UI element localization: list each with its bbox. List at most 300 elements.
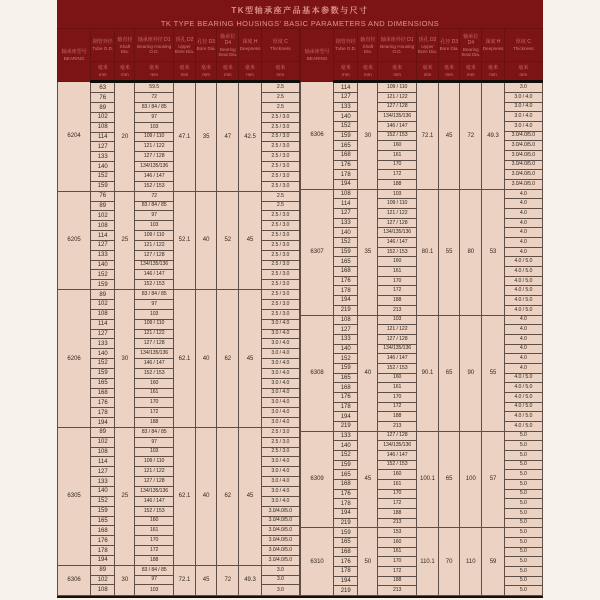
d4-seat-cell: 100	[460, 431, 482, 528]
tube-od-cell: 140	[334, 441, 358, 451]
tube-od-cell: 159	[91, 280, 115, 290]
c-thickness-cell: 2.5 / 3.0	[261, 142, 299, 152]
c-thickness-cell: 4.0 / 5.0	[504, 412, 542, 422]
tube-od-cell: 140	[334, 228, 358, 238]
tube-od-cell: 108	[91, 309, 115, 319]
housing-od-cell: 172	[135, 546, 173, 556]
c-thickness-cell: 5.0	[504, 537, 542, 547]
housing-od-cell: 127 / 128	[135, 339, 173, 349]
col-header-d2-upper-bore	[416, 29, 438, 62]
unit-zh: 毫米	[201, 65, 212, 71]
housing-od-cell: 109 / 110	[378, 82, 416, 93]
housing-od-cell: 213	[378, 518, 416, 528]
tube-od-cell: 178	[334, 499, 358, 509]
housing-od-cell: 83 / 84 / 85	[135, 201, 173, 211]
tube-od-cell: 168	[334, 383, 358, 393]
unit-header	[261, 62, 299, 82]
housing-od-cell: 160	[378, 141, 416, 151]
housing-od-cell: 127 / 128	[378, 102, 416, 112]
tube-od-cell: 133	[91, 152, 115, 162]
unit-en: mm	[180, 72, 189, 77]
housing-od-cell: 188	[135, 418, 173, 428]
housing-od-cell: 121 / 122	[135, 142, 173, 152]
d2-upper-bore-cell: 80.1	[416, 189, 438, 315]
unit-header	[460, 62, 482, 82]
unit-header	[135, 62, 173, 82]
unit-header	[239, 62, 261, 82]
c-thickness-cell: 5.0	[504, 450, 542, 460]
c-thickness-cell: 5.0	[504, 441, 542, 451]
unit-en: mm	[121, 72, 129, 77]
col-header-zh: 深度 H	[485, 39, 501, 45]
col-header-en: Tube O.D.	[92, 46, 114, 51]
housing-od-cell: 146 / 147	[135, 172, 173, 182]
c-thickness-cell: 3.0 / 4.0	[504, 93, 542, 103]
tube-od-cell: 219	[334, 305, 358, 315]
c-thickness-cell: 4.0 / 5.0	[504, 373, 542, 383]
shaft-dia-cell: 50	[358, 528, 378, 596]
housing-od-cell: 188	[378, 412, 416, 422]
housing-od-cell: 109 / 110	[378, 199, 416, 209]
d4-seat-cell: 80	[460, 189, 482, 315]
housing-od-cell: 103	[135, 309, 173, 319]
c-thickness-cell: 4.0 / 5.0	[504, 392, 542, 402]
tube-od-cell: 127	[91, 467, 115, 477]
col-header-h-depth	[239, 29, 261, 62]
c-thickness-cell: 3.0 / 4.0	[261, 368, 299, 378]
c-thickness-cell: 2.5 / 3.0	[261, 221, 299, 231]
c-thickness-cell: 3.0/4.0/5.0	[261, 516, 299, 526]
tube-od-cell: 127	[334, 209, 358, 219]
col-header-en: Upper Bore Dia.	[417, 43, 438, 54]
unit-zh: 毫米	[275, 65, 286, 71]
col-header-en: Thickness	[269, 46, 291, 51]
unit-header	[378, 62, 416, 82]
unit-zh: 毫米	[362, 65, 373, 71]
housing-od-cell: 127 / 128	[378, 334, 416, 344]
c-thickness-cell: 5.0	[504, 576, 542, 586]
h-depth-cell: 42.5	[239, 82, 261, 192]
c-thickness-cell: 2.5	[261, 103, 299, 113]
housing-od-cell: 161	[378, 151, 416, 161]
unit-en: mm	[445, 72, 453, 77]
c-thickness-cell: 4.0	[504, 199, 542, 209]
tube-od-cell: 178	[91, 546, 115, 556]
housing-od-cell: 170	[378, 489, 416, 499]
d4-seat-cell: 90	[460, 315, 482, 431]
h-depth-cell: 57	[482, 431, 504, 528]
housing-od-cell: 146 / 147	[135, 496, 173, 506]
housing-od-cell: 134/135/136	[378, 344, 416, 354]
c-thickness-cell: 5.0	[504, 518, 542, 528]
c-thickness-cell: 4.0 / 5.0	[504, 257, 542, 267]
c-thickness-cell: 3.0/4.0/5.0	[504, 141, 542, 151]
housing-od-cell: 146 / 147	[135, 270, 173, 280]
unit-zh: 毫米	[149, 65, 160, 71]
housing-od-cell: 97	[135, 211, 173, 221]
model-cell: 6310	[301, 528, 334, 596]
d2-upper-bore-cell: 62.1	[173, 427, 195, 565]
c-thickness-cell: 4.0 / 5.0	[504, 286, 542, 296]
catalog-page	[57, 0, 543, 598]
table-row	[58, 290, 300, 300]
housing-od-cell: 161	[378, 479, 416, 489]
c-thickness-cell: 4.0	[504, 325, 542, 335]
d4-seat-cell: 62	[217, 427, 239, 565]
d3-bore-cell: 45	[439, 82, 460, 190]
housing-od-cell: 127 / 128	[378, 218, 416, 228]
c-thickness-cell: 4.0	[504, 228, 542, 238]
unit-header	[439, 62, 460, 82]
c-thickness-cell: 2.5 / 3.0	[261, 280, 299, 290]
d3-bore-cell: 70	[439, 528, 460, 596]
housing-od-cell: 153	[378, 528, 416, 538]
c-thickness-cell: 3.0 / 4.0	[504, 112, 542, 122]
tube-od-cell: 219	[334, 586, 358, 596]
housing-od-cell: 160	[378, 257, 416, 267]
model-cell: 6307	[301, 189, 334, 315]
col-header-en: Shaft Dia.	[362, 43, 374, 54]
tube-od-cell: 159	[334, 460, 358, 470]
d2-upper-bore-cell: 100.1	[416, 431, 438, 528]
housing-od-cell: 134/135/136	[135, 162, 173, 172]
c-thickness-cell: 3.0 / 4.0	[261, 378, 299, 388]
unit-zh: 毫米	[444, 65, 455, 71]
housing-od-cell: 161	[378, 267, 416, 277]
shaft-dia-cell: 30	[115, 565, 135, 595]
housing-od-cell: 160	[135, 378, 173, 388]
c-thickness-cell: 3.0	[261, 565, 299, 575]
tube-od-cell: 194	[334, 296, 358, 306]
c-thickness-cell: 3.0	[504, 82, 542, 93]
col-header-en: Bore Dia.	[439, 46, 459, 51]
housing-od-cell: 121 / 122	[378, 93, 416, 103]
housing-od-cell: 97	[135, 437, 173, 447]
tube-od-cell: 152	[334, 354, 358, 364]
tube-od-cell: 133	[334, 218, 358, 228]
spec-table	[300, 28, 543, 596]
shaft-dia-cell: 35	[358, 189, 378, 315]
tube-od-cell: 176	[334, 276, 358, 286]
c-thickness-cell: 2.5 / 3.0	[261, 181, 299, 191]
c-thickness-cell: 3.0/4.0/5.0	[261, 536, 299, 546]
shaft-dia-cell: 20	[115, 82, 135, 192]
tube-od-cell: 159	[334, 528, 358, 538]
tube-od-cell: 159	[91, 181, 115, 191]
d3-bore-cell: 55	[439, 189, 460, 315]
tube-od-cell: 76	[91, 191, 115, 201]
c-thickness-cell: 3.0/4.0/5.0	[504, 151, 542, 161]
tube-od-cell: 176	[334, 160, 358, 170]
housing-od-cell: 103	[135, 122, 173, 132]
c-thickness-cell: 3.0	[261, 575, 299, 585]
tube-od-cell: 114	[91, 132, 115, 142]
housing-od-cell: 160	[378, 470, 416, 480]
tube-od-cell: 168	[334, 151, 358, 161]
tube-od-cell: 114	[91, 231, 115, 241]
tube-od-cell: 127	[91, 240, 115, 250]
col-header-en: BEARING	[63, 56, 85, 61]
housing-od-cell: 83 / 84 / 85	[135, 427, 173, 437]
housing-od-cell: 161	[378, 383, 416, 393]
c-thickness-cell: 3.0/4.0/5.0	[504, 131, 542, 141]
tube-od-cell: 140	[334, 344, 358, 354]
c-thickness-cell: 5.0	[504, 499, 542, 509]
c-thickness-cell: 4.0	[504, 247, 542, 257]
housing-od-cell: 152 / 153	[135, 506, 173, 516]
c-thickness-cell: 4.0 / 5.0	[504, 267, 542, 277]
d3-bore-cell: 65	[439, 315, 460, 431]
housing-od-cell: 134/135/136	[378, 441, 416, 451]
c-thickness-cell: 3.0/4.0/5.0	[504, 180, 542, 190]
unit-header	[91, 62, 115, 82]
tube-od-cell: 159	[334, 363, 358, 373]
housing-od-cell: 170	[378, 276, 416, 286]
unit-zh: 毫米	[465, 65, 476, 71]
col-header-zh: 轴承座型号	[304, 49, 330, 55]
col-header-d3-bore	[196, 29, 217, 62]
c-thickness-cell: 2.5 / 3.0	[261, 172, 299, 182]
shaft-dia-cell: 25	[115, 427, 135, 565]
housing-od-cell: 188	[378, 508, 416, 518]
tube-od-cell: 89	[91, 290, 115, 300]
col-header-en: Shaft Dia.	[119, 43, 131, 54]
col-header-zh: 轴承座外径 D1	[137, 36, 171, 43]
tube-od-cell: 178	[334, 566, 358, 576]
tube-od-cell: 108	[334, 189, 358, 199]
d3-bore-cell: 40	[196, 427, 217, 565]
table-row	[301, 82, 543, 93]
c-thickness-cell: 2.5 / 3.0	[261, 250, 299, 260]
spec-table	[57, 28, 300, 596]
tube-od-cell: 152	[91, 270, 115, 280]
tube-od-cell: 176	[91, 536, 115, 546]
housing-od-cell: 97	[135, 575, 173, 585]
unit-en: mm	[246, 72, 254, 77]
tube-od-cell: 194	[334, 508, 358, 518]
col-header-zh: 孔径 D3	[440, 39, 459, 45]
housing-od-cell: 188	[135, 555, 173, 565]
c-thickness-cell: 3.0 / 4.0	[261, 349, 299, 359]
housing-od-cell: 152 / 153	[135, 280, 173, 290]
tube-od-cell: 159	[91, 506, 115, 516]
housing-od-cell: 83 / 84 / 85	[135, 565, 173, 575]
c-thickness-cell: 4.0 / 5.0	[504, 305, 542, 315]
col-header-en: Thickness	[512, 46, 534, 51]
h-depth-cell: 53	[482, 189, 504, 315]
tube-od-cell: 114	[91, 319, 115, 329]
c-thickness-cell: 3.0 / 4.0	[504, 102, 542, 112]
tube-od-cell: 140	[334, 112, 358, 122]
housing-od-cell: 97	[135, 112, 173, 122]
tube-od-cell: 89	[91, 565, 115, 575]
table-right	[300, 28, 543, 596]
shaft-dia-cell: 30	[358, 82, 378, 190]
c-thickness-cell: 3.0/4.0/5.0	[261, 555, 299, 565]
c-thickness-cell: 3.0 / 4.0	[261, 408, 299, 418]
c-thickness-cell: 5.0	[504, 508, 542, 518]
tube-od-cell: 178	[334, 402, 358, 412]
tube-od-cell: 108	[91, 447, 115, 457]
unit-zh: 毫米	[222, 65, 233, 71]
housing-od-cell: 134/135/136	[378, 112, 416, 122]
housing-od-cell: 152 / 153	[378, 363, 416, 373]
housing-od-cell: 172	[378, 286, 416, 296]
tube-od-cell: 165	[334, 373, 358, 383]
housing-od-cell: 161	[135, 388, 173, 398]
housing-od-cell: 134/135/136	[135, 260, 173, 270]
c-thickness-cell: 5.0	[504, 470, 542, 480]
housing-od-cell: 213	[378, 586, 416, 596]
tube-od-cell: 178	[91, 408, 115, 418]
unit-en: mm	[489, 72, 497, 77]
tube-od-cell: 165	[334, 470, 358, 480]
table-left	[57, 28, 300, 596]
c-thickness-cell: 4.0 / 5.0	[504, 402, 542, 412]
col-header-en: Bearing Housing O.D.	[137, 43, 172, 54]
col-header-zh: 轴承座外径 D1	[380, 36, 414, 43]
col-header-model	[58, 29, 91, 82]
housing-od-cell: 172	[378, 170, 416, 180]
col-header-d4-seat	[217, 29, 239, 62]
housing-od-cell: 152 / 153	[378, 247, 416, 257]
table-row	[58, 82, 300, 93]
tube-od-cell: 176	[91, 398, 115, 408]
col-header-en: Deepness	[482, 46, 504, 51]
col-header-zh: 钢管外径	[335, 39, 356, 45]
d3-bore-cell: 35	[196, 82, 217, 192]
c-thickness-cell: 4.0	[504, 209, 542, 219]
housing-od-cell: 170	[378, 557, 416, 567]
unit-en: mm	[98, 72, 107, 77]
c-thickness-cell: 2.5 / 3.0	[261, 427, 299, 437]
c-thickness-cell: 5.0	[504, 489, 542, 499]
tube-od-cell: 152	[91, 496, 115, 506]
col-header-zh: 顶孔 D2	[175, 36, 194, 43]
housing-od-cell: 103	[378, 315, 416, 325]
tube-od-cell: 102	[91, 211, 115, 221]
housing-od-cell: 83 / 84 / 85	[135, 290, 173, 300]
model-cell: 6206	[58, 290, 91, 428]
c-thickness-cell: 5.0	[504, 566, 542, 576]
housing-od-cell: 146 / 147	[378, 238, 416, 248]
col-header-zh: 轴承位 D4	[220, 33, 236, 46]
housing-od-cell: 127 / 128	[135, 477, 173, 487]
tube-od-cell: 133	[334, 102, 358, 112]
c-thickness-cell: 2.5 / 3.0	[261, 290, 299, 300]
housing-od-cell: 103	[378, 189, 416, 199]
c-thickness-cell: 3.0 / 4.0	[261, 339, 299, 349]
c-thickness-cell: 2.5 / 3.0	[261, 152, 299, 162]
c-thickness-cell: 3.0 / 4.0	[261, 496, 299, 506]
housing-od-cell: 121 / 122	[135, 467, 173, 477]
c-thickness-cell: 3.0 / 4.0	[261, 477, 299, 487]
unit-header	[416, 62, 438, 82]
col-header-zh: 轴承位 D4	[463, 33, 479, 46]
housing-od-cell: 134/135/136	[135, 349, 173, 359]
housing-od-cell: 146 / 147	[378, 354, 416, 364]
c-thickness-cell: 3.0 / 4.0	[261, 388, 299, 398]
housing-od-cell: 146 / 147	[378, 450, 416, 460]
housing-od-cell: 152 / 153	[135, 181, 173, 191]
housing-od-cell: 172	[378, 566, 416, 576]
housing-od-cell: 127 / 128	[135, 152, 173, 162]
h-depth-cell: 49.3	[482, 82, 504, 190]
c-thickness-cell: 3.0 / 4.0	[261, 467, 299, 477]
tube-od-cell: 127	[91, 142, 115, 152]
d2-upper-bore-cell: 72.1	[416, 82, 438, 190]
tube-od-cell: 102	[91, 437, 115, 447]
housing-od-cell: 121 / 122	[135, 240, 173, 250]
tube-od-cell: 159	[91, 368, 115, 378]
unit-en: mm	[276, 72, 285, 77]
col-header-housing-od	[135, 29, 173, 62]
housing-od-cell: 188	[378, 576, 416, 586]
h-depth-cell: 49.3	[239, 565, 261, 595]
shaft-dia-cell: 40	[358, 315, 378, 431]
h-depth-cell: 45	[239, 427, 261, 565]
tube-od-cell: 178	[334, 170, 358, 180]
tube-od-cell: 168	[91, 526, 115, 536]
d2-upper-bore-cell: 72.1	[173, 565, 195, 595]
tube-od-cell: 165	[91, 378, 115, 388]
c-thickness-cell: 2.5 / 3.0	[261, 437, 299, 447]
unit-header	[334, 62, 358, 82]
col-header-en: BEARING	[306, 56, 328, 61]
col-header-model	[301, 29, 334, 82]
housing-od-cell: 127 / 128	[378, 431, 416, 441]
unit-en: mm	[202, 72, 210, 77]
col-header-en: Bore Dia.	[196, 46, 216, 51]
housing-od-cell: 109 / 110	[135, 132, 173, 142]
housing-od-cell: 170	[378, 392, 416, 402]
tube-od-cell: 108	[91, 221, 115, 231]
unit-header	[115, 62, 135, 82]
col-header-en: Bearing Housing O.D.	[380, 43, 415, 54]
col-header-en: Tube O.D.	[335, 46, 357, 51]
unit-zh: 毫米	[488, 65, 499, 71]
housing-od-cell: 103	[135, 447, 173, 457]
d2-upper-bore-cell: 47.1	[173, 82, 195, 192]
housing-od-cell: 109 / 110	[135, 231, 173, 241]
table-row	[58, 565, 300, 575]
col-header-tube-od	[91, 29, 115, 62]
c-thickness-cell: 2.5 / 3.0	[261, 270, 299, 280]
housing-od-cell: 172	[378, 402, 416, 412]
shaft-dia-cell: 30	[115, 290, 135, 428]
col-header-en: Upper Bore Dia.	[174, 43, 195, 54]
c-thickness-cell: 4.0 / 5.0	[504, 383, 542, 393]
table-row	[58, 427, 300, 437]
tube-od-cell: 168	[334, 479, 358, 489]
tube-od-cell: 194	[334, 180, 358, 190]
tube-od-cell: 89	[91, 103, 115, 113]
unit-header	[173, 62, 195, 82]
tube-od-cell: 165	[334, 141, 358, 151]
c-thickness-cell: 3.0/4.0/5.0	[504, 160, 542, 170]
c-thickness-cell: 2.5 / 3.0	[261, 162, 299, 172]
tube-od-cell: 89	[91, 427, 115, 437]
c-thickness-cell: 5.0	[504, 479, 542, 489]
c-thickness-cell: 4.0	[504, 354, 542, 364]
d2-upper-bore-cell: 62.1	[173, 290, 195, 428]
d3-bore-cell: 45	[196, 565, 217, 595]
c-thickness-cell: 4.0	[504, 315, 542, 325]
c-thickness-cell: 3.0 / 4.0	[261, 329, 299, 339]
housing-od-cell: 121 / 122	[135, 329, 173, 339]
tube-od-cell: 133	[91, 250, 115, 260]
c-thickness-cell: 4.0 / 5.0	[504, 276, 542, 286]
